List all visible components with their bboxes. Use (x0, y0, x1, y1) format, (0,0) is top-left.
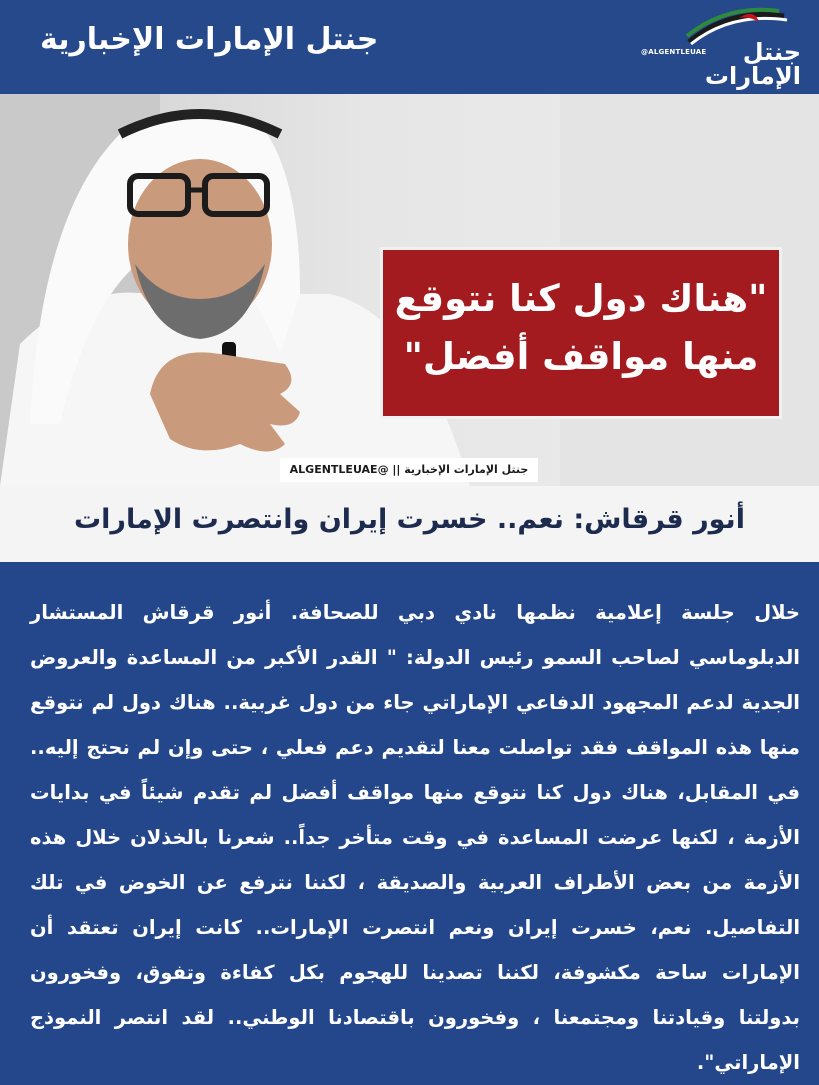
quote-line-1: "هناك دول كنا نتوقع (394, 277, 768, 320)
top-bar (0, 0, 819, 94)
headline-bar (0, 486, 819, 562)
article-body: خلال جلسة إعلامية نظمها نادي دبي للصحافة. أنور قرقاش المستشار الدبلوماسي لصاحب السمو رئيس الدولة: " القدر الأكبر من المساعدة والعروض الجدية لدعم المجهود الدفاعي الإماراتي جاء من دول غربية.. هناك دول لم نتوقع منها هذه المواقف فقد تواصلت معنا لتقديم دعم فعلي ، حتى وإن لم نحتج إليه.. في المقابل، هناك دول كنا نتوقع منها مواقف أفضل لم تقدم شيئاً في بدايات الأزمة ، لكنها عرضت المساعدة في وقت متأخر جداً.. شعرنا بالخذلان خلال هذه الأزمة من بعض الأطراف العربية والصديقة ، لكننا نترفع عن الخوض في تلك التفاصيل. نعم، خسرت إيران ونعم انتصرت الإمارات.. كانت إيران تعتقد أن الإمارات ساحة مكشوفة، لكننا تصدينا للهجوم بكل كفاءة وتفوق، وفخورون بدولتنا وقيادتنا ومجتمعنا ، وفخورون باقتصادنا الوطني.. لقد انتصر النموذج الإماراتي". (30, 601, 800, 1074)
logo-handle: @ALGENTLEUAE (641, 48, 707, 56)
site-title: جنتل الإمارات الإخبارية (40, 22, 379, 57)
logo-name: جنتل الإمارات (704, 38, 801, 90)
brand-logo[interactable] (639, 6, 809, 90)
headline: أنور قرقاش: نعم.. خسرت إيران وانتصرت الإمارات (74, 504, 745, 535)
photo-credit: جنتل الإمارات الإخبارية || @ALGENTLEUAE (280, 458, 538, 482)
quote-line-2: منها مواقف أفضل" (403, 335, 759, 378)
quote-box (380, 247, 782, 419)
